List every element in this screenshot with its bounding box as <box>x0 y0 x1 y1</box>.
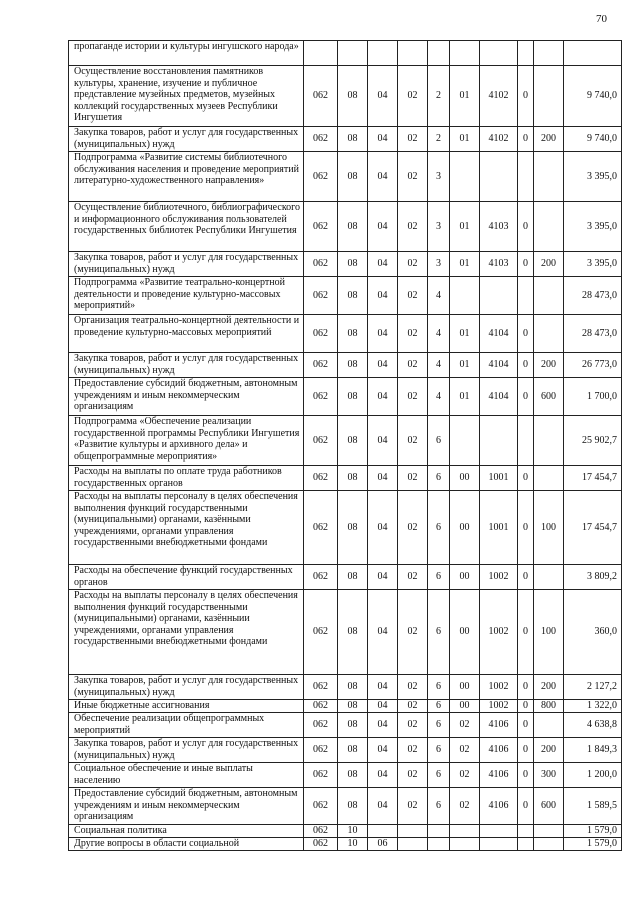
code-cell: 01 <box>450 353 480 378</box>
code-cell: 04 <box>368 378 398 416</box>
code-cell: 1002 <box>480 590 518 675</box>
code-cell: 062 <box>304 127 338 152</box>
code-cell: 08 <box>338 738 368 763</box>
code-cell: 02 <box>398 315 428 353</box>
code-cell: 062 <box>304 252 338 277</box>
code-cell: 1001 <box>480 466 518 491</box>
code-cell: 08 <box>338 565 368 590</box>
code-cell: 08 <box>338 252 368 277</box>
code-cell: 08 <box>338 66 368 127</box>
code-cell: 0 <box>518 202 534 252</box>
table-row <box>69 416 622 466</box>
code-cell: 4106 <box>480 713 518 738</box>
code-cell: 02 <box>398 565 428 590</box>
code-cell: 200 <box>534 252 564 277</box>
code-cell: 1001 <box>480 491 518 565</box>
amount-cell <box>564 41 622 66</box>
code-cell: 08 <box>338 491 368 565</box>
amount-cell: 1 200,0 <box>564 763 622 788</box>
code-cell: 6 <box>428 466 450 491</box>
code-cell: 02 <box>398 353 428 378</box>
code-cell: 02 <box>398 66 428 127</box>
code-cell: 0 <box>518 565 534 590</box>
code-cell: 2 <box>428 66 450 127</box>
code-cell: 0 <box>518 378 534 416</box>
table-row <box>69 788 622 825</box>
code-cell <box>480 825 518 838</box>
amount-cell: 17 454,7 <box>564 466 622 491</box>
code-cell: 02 <box>398 788 428 825</box>
amount-cell: 26 773,0 <box>564 353 622 378</box>
code-cell: 02 <box>398 675 428 700</box>
code-cell: 04 <box>368 700 398 713</box>
code-cell: 4104 <box>480 378 518 416</box>
code-cell: 800 <box>534 700 564 713</box>
code-cell: 02 <box>398 700 428 713</box>
code-cell: 0 <box>518 590 534 675</box>
code-cell <box>534 416 564 466</box>
code-cell: 0 <box>518 315 534 353</box>
amount-cell: 28 473,0 <box>564 315 622 353</box>
code-cell: 04 <box>368 763 398 788</box>
code-cell: 01 <box>450 315 480 353</box>
code-cell: 1002 <box>480 700 518 713</box>
code-cell: 04 <box>368 277 398 315</box>
code-cell: 01 <box>450 66 480 127</box>
code-cell: 04 <box>368 416 398 466</box>
code-cell <box>428 838 450 851</box>
row-name: Подпрограмма «Обеспечение реализации государственной программы Республики Ингушетия «Развитие культуры и архивного дела» и общепрограммные мероприятия» <box>69 416 304 466</box>
code-cell: 04 <box>368 713 398 738</box>
code-cell: 062 <box>304 838 338 851</box>
amount-cell: 3 395,0 <box>564 202 622 252</box>
code-cell <box>398 838 428 851</box>
code-cell: 02 <box>398 763 428 788</box>
code-cell <box>368 825 398 838</box>
code-cell: 062 <box>304 763 338 788</box>
code-cell: 4 <box>428 353 450 378</box>
code-cell: 00 <box>450 590 480 675</box>
code-cell: 062 <box>304 675 338 700</box>
code-cell: 02 <box>398 202 428 252</box>
amount-cell: 3 395,0 <box>564 252 622 277</box>
code-cell: 02 <box>398 152 428 202</box>
code-cell: 08 <box>338 315 368 353</box>
code-cell: 02 <box>450 763 480 788</box>
amount-cell: 1 579,0 <box>564 825 622 838</box>
row-name: Подпрограмма «Развитие театрально-концертной деятельности и проведение культурно-массовых мероприятий» <box>69 277 304 315</box>
code-cell: 062 <box>304 565 338 590</box>
code-cell: 062 <box>304 590 338 675</box>
code-cell: 04 <box>368 315 398 353</box>
code-cell: 062 <box>304 466 338 491</box>
amount-cell: 1 322,0 <box>564 700 622 713</box>
code-cell <box>518 152 534 202</box>
row-name: Закупка товаров, работ и услуг для государственных (муниципальных) нужд <box>69 252 304 277</box>
code-cell: 08 <box>338 788 368 825</box>
code-cell <box>338 41 368 66</box>
code-cell <box>534 202 564 252</box>
code-cell <box>480 152 518 202</box>
code-cell: 062 <box>304 277 338 315</box>
table-row <box>69 763 622 788</box>
table-row <box>69 466 622 491</box>
code-cell: 02 <box>398 738 428 763</box>
code-cell: 02 <box>450 738 480 763</box>
table-row <box>69 378 622 416</box>
table-row <box>69 315 622 353</box>
code-cell <box>534 66 564 127</box>
code-cell: 08 <box>338 277 368 315</box>
table-row <box>69 491 622 565</box>
row-name: Закупка товаров, работ и услуг для государственных (муниципальных) нужд <box>69 738 304 763</box>
code-cell: 6 <box>428 590 450 675</box>
code-cell: 062 <box>304 202 338 252</box>
code-cell: 00 <box>450 675 480 700</box>
code-cell: 062 <box>304 491 338 565</box>
row-name: Иные бюджетные ассигнования <box>69 700 304 713</box>
code-cell: 062 <box>304 700 338 713</box>
code-cell: 0 <box>518 127 534 152</box>
code-cell: 08 <box>338 353 368 378</box>
code-cell: 02 <box>398 252 428 277</box>
code-cell <box>518 41 534 66</box>
code-cell <box>534 466 564 491</box>
code-cell: 600 <box>534 788 564 825</box>
code-cell: 01 <box>450 127 480 152</box>
amount-cell: 9 740,0 <box>564 66 622 127</box>
amount-cell: 28 473,0 <box>564 277 622 315</box>
code-cell: 0 <box>518 252 534 277</box>
amount-cell: 25 902,7 <box>564 416 622 466</box>
code-cell: 02 <box>398 466 428 491</box>
code-cell: 0 <box>518 353 534 378</box>
code-cell: 3 <box>428 202 450 252</box>
code-cell: 02 <box>398 590 428 675</box>
code-cell: 04 <box>368 788 398 825</box>
code-cell: 0 <box>518 491 534 565</box>
table-row <box>69 66 622 127</box>
amount-cell: 9 740,0 <box>564 127 622 152</box>
code-cell <box>480 416 518 466</box>
table-row <box>69 252 622 277</box>
code-cell: 062 <box>304 378 338 416</box>
code-cell: 0 <box>518 713 534 738</box>
code-cell <box>534 565 564 590</box>
code-cell: 0 <box>518 700 534 713</box>
amount-cell: 4 638,8 <box>564 713 622 738</box>
code-cell: 4106 <box>480 738 518 763</box>
row-name: пропаганде истории и культуры ингушского народа» <box>69 41 304 66</box>
row-name: Расходы на выплаты персоналу в целях обеспечения выполнения функций государственными (муниципальными) органами, казённыии учреждениями, органами управления государственными внебюджетными фондами <box>69 590 304 675</box>
code-cell: 10 <box>338 825 368 838</box>
code-cell: 10 <box>338 838 368 851</box>
code-cell: 6 <box>428 416 450 466</box>
code-cell: 1002 <box>480 675 518 700</box>
row-name: Расходы на обеспечение функций государственных органов <box>69 565 304 590</box>
code-cell: 6 <box>428 675 450 700</box>
code-cell: 08 <box>338 675 368 700</box>
row-name: Закупка товаров, работ и услуг для государственных (муниципальных) нужд <box>69 353 304 378</box>
code-cell: 04 <box>368 353 398 378</box>
code-cell: 200 <box>534 675 564 700</box>
code-cell <box>450 416 480 466</box>
code-cell <box>398 41 428 66</box>
code-cell <box>304 41 338 66</box>
code-cell: 200 <box>534 127 564 152</box>
code-cell <box>480 41 518 66</box>
table-row <box>69 713 622 738</box>
code-cell: 04 <box>368 202 398 252</box>
table-row <box>69 152 622 202</box>
table-row <box>69 353 622 378</box>
code-cell: 6 <box>428 491 450 565</box>
code-cell: 3 <box>428 152 450 202</box>
amount-cell: 3 809,2 <box>564 565 622 590</box>
code-cell: 200 <box>534 353 564 378</box>
code-cell: 6 <box>428 565 450 590</box>
code-cell: 08 <box>338 202 368 252</box>
row-name: Социальное обеспечение и иные выплаты населению <box>69 763 304 788</box>
table-row <box>69 675 622 700</box>
code-cell: 3 <box>428 252 450 277</box>
code-cell <box>534 825 564 838</box>
code-cell: 08 <box>338 378 368 416</box>
code-cell: 062 <box>304 353 338 378</box>
row-name: Предоставление субсидий бюджетным, автономным учреждениям и иным некоммерческим организациям <box>69 378 304 416</box>
code-cell: 01 <box>450 202 480 252</box>
code-cell: 6 <box>428 713 450 738</box>
amount-cell: 360,0 <box>564 590 622 675</box>
code-cell: 062 <box>304 788 338 825</box>
code-cell: 04 <box>368 738 398 763</box>
row-name: Другие вопросы в области социальной <box>69 838 304 851</box>
code-cell: 02 <box>398 127 428 152</box>
code-cell: 1002 <box>480 565 518 590</box>
table-body <box>69 41 622 851</box>
table-row <box>69 202 622 252</box>
code-cell: 100 <box>534 590 564 675</box>
code-cell: 04 <box>368 66 398 127</box>
code-cell: 02 <box>450 713 480 738</box>
table-row <box>69 825 622 838</box>
code-cell <box>480 838 518 851</box>
code-cell: 02 <box>398 277 428 315</box>
code-cell <box>428 825 450 838</box>
code-cell: 0 <box>518 738 534 763</box>
code-cell: 4 <box>428 378 450 416</box>
code-cell <box>534 713 564 738</box>
code-cell: 04 <box>368 152 398 202</box>
code-cell: 0 <box>518 788 534 825</box>
code-cell: 200 <box>534 738 564 763</box>
amount-cell: 1 849,3 <box>564 738 622 763</box>
code-cell: 0 <box>518 466 534 491</box>
code-cell: 100 <box>534 491 564 565</box>
code-cell: 4103 <box>480 202 518 252</box>
code-cell: 08 <box>338 590 368 675</box>
table-row <box>69 838 622 851</box>
code-cell: 04 <box>368 466 398 491</box>
code-cell <box>534 152 564 202</box>
code-cell: 4104 <box>480 353 518 378</box>
code-cell: 6 <box>428 788 450 825</box>
code-cell: 00 <box>450 466 480 491</box>
row-name: Обеспечение реализации общепрограммных мероприятий <box>69 713 304 738</box>
row-name: Расходы на выплаты по оплате труда работников государственных органов <box>69 466 304 491</box>
code-cell: 01 <box>450 378 480 416</box>
row-name: Расходы на выплаты персоналу в целях обеспечения выполнения функций государственными (муниципальными) органами, казёнными учреждениями, органами управления государственными внебюджетными фондами <box>69 491 304 565</box>
code-cell <box>450 277 480 315</box>
code-cell <box>534 838 564 851</box>
code-cell <box>518 277 534 315</box>
code-cell: 00 <box>450 491 480 565</box>
code-cell: 08 <box>338 152 368 202</box>
row-name: Предоставление субсидий бюджетным, автономным учреждениям и иным некоммерческим организациям <box>69 788 304 825</box>
code-cell: 4102 <box>480 127 518 152</box>
code-cell: 04 <box>368 127 398 152</box>
amount-cell: 17 454,7 <box>564 491 622 565</box>
code-cell <box>534 41 564 66</box>
table-row <box>69 565 622 590</box>
code-cell: 02 <box>398 416 428 466</box>
code-cell: 02 <box>398 378 428 416</box>
code-cell <box>518 838 534 851</box>
code-cell: 2 <box>428 127 450 152</box>
code-cell <box>368 41 398 66</box>
code-cell: 02 <box>398 491 428 565</box>
row-name: Социальная политика <box>69 825 304 838</box>
code-cell <box>450 41 480 66</box>
row-name: Осуществление библиотечного, библиографического и информационного обслуживания пользователей государственных библиотек Республики Ингушетия <box>69 202 304 252</box>
row-name: Организация театрально-концертной деятельности и проведение культурно-массовых мероприятий <box>69 315 304 353</box>
code-cell: 00 <box>450 565 480 590</box>
code-cell: 300 <box>534 763 564 788</box>
code-cell: 062 <box>304 66 338 127</box>
code-cell: 04 <box>368 565 398 590</box>
code-cell: 6 <box>428 700 450 713</box>
code-cell: 062 <box>304 825 338 838</box>
code-cell: 062 <box>304 713 338 738</box>
budget-table <box>68 40 622 851</box>
table-row <box>69 590 622 675</box>
code-cell: 08 <box>338 466 368 491</box>
code-cell <box>450 838 480 851</box>
row-name: Подпрограмма «Развитие системы библиотечного обслуживания населения и проведение мероприятий литературно-художественного направления» <box>69 152 304 202</box>
code-cell <box>450 825 480 838</box>
amount-cell: 1 579,0 <box>564 838 622 851</box>
table-row <box>69 738 622 763</box>
code-cell: 4103 <box>480 252 518 277</box>
code-cell: 06 <box>368 838 398 851</box>
code-cell: 08 <box>338 713 368 738</box>
amount-cell: 2 127,2 <box>564 675 622 700</box>
row-name: Закупка товаров, работ и услуг для государственных (муниципальных) нужд <box>69 675 304 700</box>
code-cell: 4 <box>428 277 450 315</box>
code-cell: 08 <box>338 416 368 466</box>
table-row <box>69 41 622 66</box>
code-cell <box>518 825 534 838</box>
page-number: 70 <box>596 13 607 25</box>
code-cell <box>450 152 480 202</box>
code-cell: 04 <box>368 252 398 277</box>
code-cell: 02 <box>450 788 480 825</box>
code-cell: 062 <box>304 152 338 202</box>
code-cell: 600 <box>534 378 564 416</box>
amount-cell: 1 589,5 <box>564 788 622 825</box>
code-cell <box>398 825 428 838</box>
row-name: Осуществление восстановления памятников культуры, хранение, изучение и публичное представление музейных предметов, музейных коллекций государственных музеев Республики Ингушетия <box>69 66 304 127</box>
code-cell <box>518 416 534 466</box>
table-row <box>69 277 622 315</box>
code-cell: 0 <box>518 66 534 127</box>
code-cell: 02 <box>398 713 428 738</box>
code-cell: 4102 <box>480 66 518 127</box>
code-cell: 01 <box>450 252 480 277</box>
code-cell <box>428 41 450 66</box>
code-cell: 00 <box>450 700 480 713</box>
code-cell <box>534 315 564 353</box>
code-cell: 6 <box>428 738 450 763</box>
code-cell <box>480 277 518 315</box>
code-cell: 08 <box>338 127 368 152</box>
code-cell: 4104 <box>480 315 518 353</box>
code-cell: 08 <box>338 763 368 788</box>
code-cell: 04 <box>368 590 398 675</box>
code-cell: 062 <box>304 738 338 763</box>
code-cell: 08 <box>338 700 368 713</box>
table-row <box>69 127 622 152</box>
code-cell: 6 <box>428 763 450 788</box>
row-name: Закупка товаров, работ и услуг для государственных (муниципальных) нужд <box>69 127 304 152</box>
code-cell: 0 <box>518 675 534 700</box>
amount-cell: 3 395,0 <box>564 152 622 202</box>
code-cell: 062 <box>304 315 338 353</box>
code-cell: 4 <box>428 315 450 353</box>
code-cell: 04 <box>368 491 398 565</box>
code-cell: 04 <box>368 675 398 700</box>
table-row <box>69 700 622 713</box>
amount-cell: 1 700,0 <box>564 378 622 416</box>
code-cell: 4106 <box>480 788 518 825</box>
code-cell: 0 <box>518 763 534 788</box>
code-cell: 4106 <box>480 763 518 788</box>
code-cell: 062 <box>304 416 338 466</box>
code-cell <box>534 277 564 315</box>
